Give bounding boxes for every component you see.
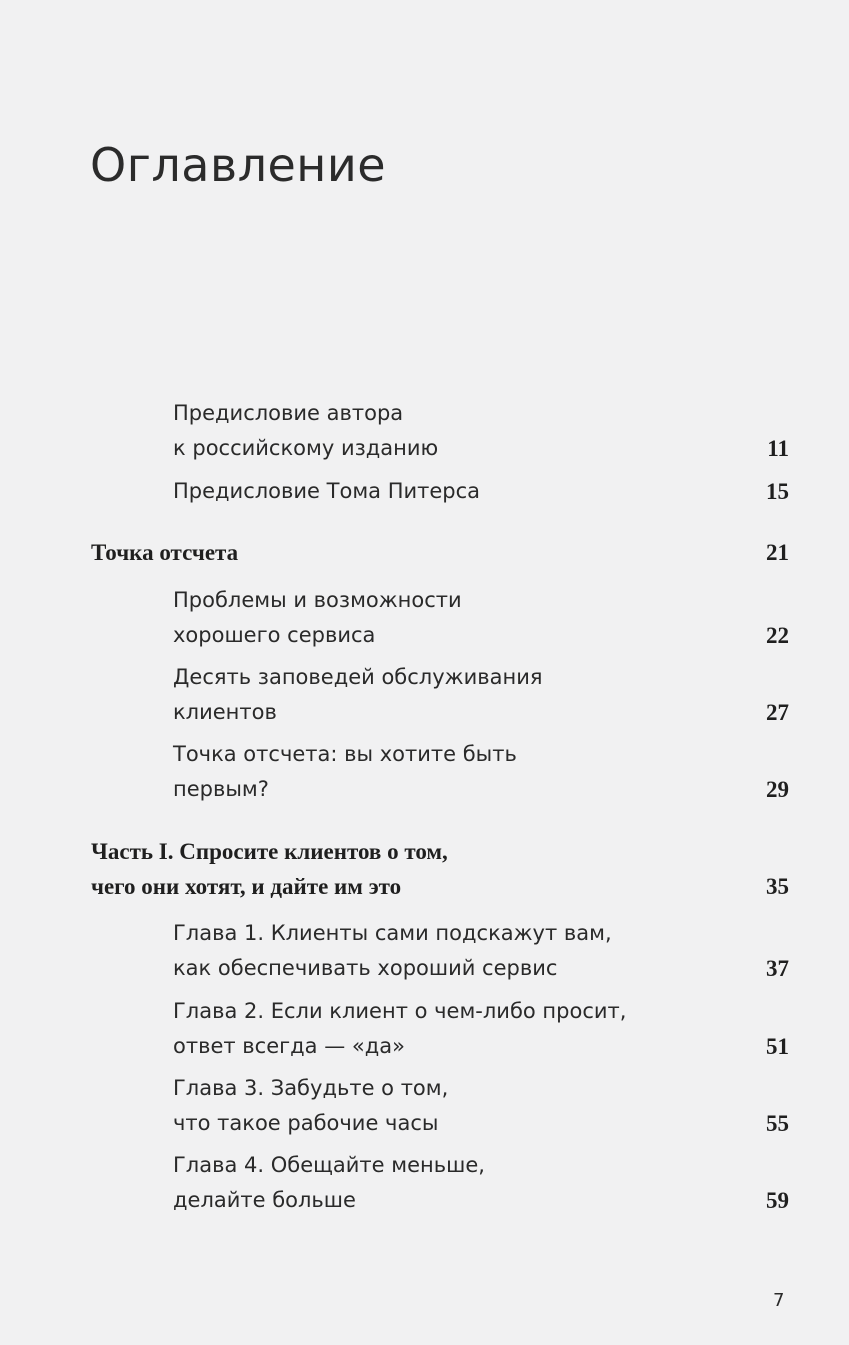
toc-entry-text: Глава 1. Клиенты сами подскажут вам, как обеспечивать хороший сервис	[173, 921, 612, 980]
toc-section-text: Часть I. Спросите клиентов о том, чего они хотят, и дайте им это	[91, 839, 448, 899]
toc-page-number: 21	[766, 540, 789, 565]
toc-section-text: Точка отсчета	[91, 540, 239, 565]
toc-page-number: 35	[766, 874, 789, 899]
toc-page-number: 22	[766, 623, 789, 648]
toc-entry-text: Глава 2. Если клиент о чем-либо просит, ответ всегда — «да»	[173, 999, 627, 1058]
toc-entry-text: Глава 4. Обещайте меньше, делайте больше	[173, 1153, 485, 1212]
toc-page-number: 59	[766, 1188, 789, 1213]
toc-title: Оглавление	[90, 138, 387, 192]
toc-page-number: 11	[767, 436, 789, 461]
toc-entry-text: Предисловие автора к российскому изданию	[173, 401, 439, 460]
toc-entry-text: Проблемы и возможности хорошего сервиса	[173, 588, 462, 647]
toc-entry-text: Предисловие Тома Питерса	[173, 479, 481, 503]
toc-page-number: 55	[766, 1111, 789, 1136]
toc-page-number: 29	[766, 777, 789, 802]
toc-page-number: 51	[766, 1034, 789, 1059]
toc-entry-text: Глава 3. Забудьте о том, что такое рабочие часы	[173, 1076, 449, 1135]
toc-page-number: 37	[766, 956, 789, 981]
toc-entry-text: Десять заповедей обслуживания клиентов	[173, 665, 543, 724]
toc-page-number: 15	[766, 479, 789, 504]
show-through-text	[40, 40, 800, 142]
page-number: 7	[773, 1290, 785, 1311]
toc-entry-text: Точка отсчета: вы хотите быть первым?	[173, 742, 517, 801]
toc-page-number: 27	[766, 700, 789, 725]
